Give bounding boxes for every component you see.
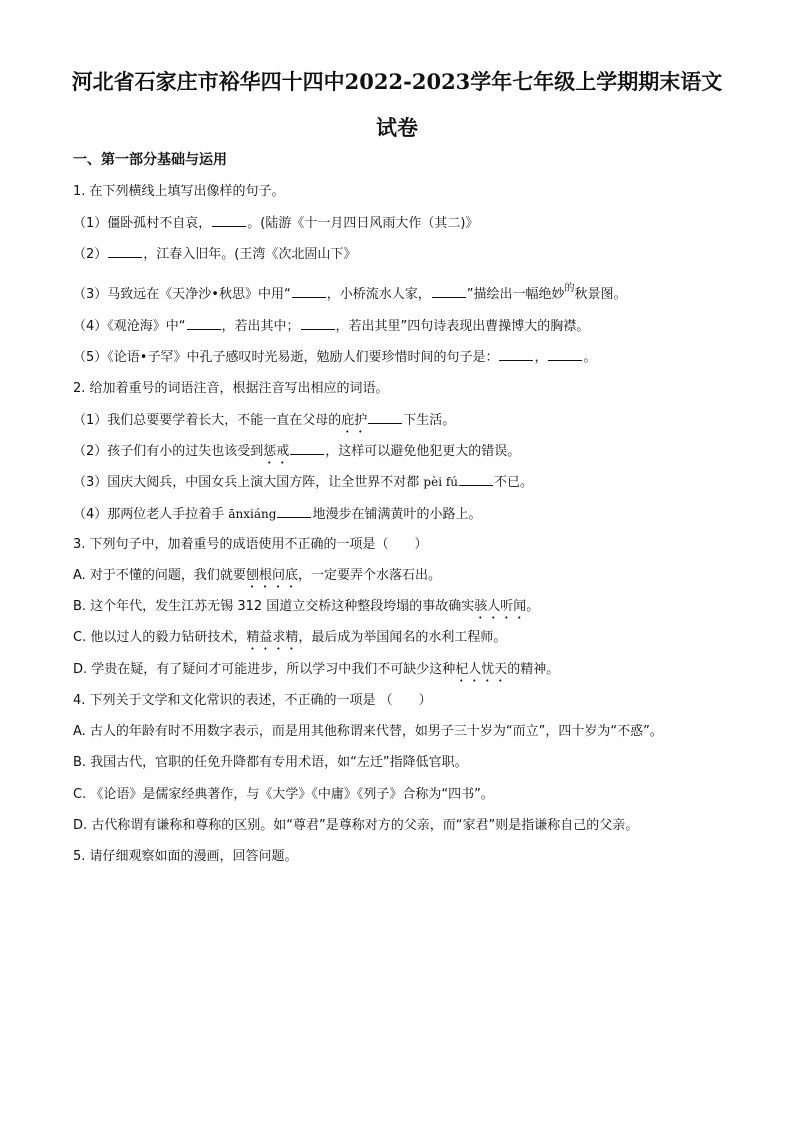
q3-option-a-post: ，一定要弄个水落石出。 <box>297 568 441 583</box>
question-1-item-4 <box>73 317 589 336</box>
q1-item5-text-c: 。 <box>583 350 597 365</box>
question-4-option-a[interactable]: A. 古人的年龄有时不用数字表示，而是用其他称谓来代替，如男子三十岁为“而立”，四十岁为“不惑”。 <box>73 724 663 739</box>
question-1-stem: 1. 在下列横线上填写出像样的句子。 <box>73 184 285 199</box>
q3-option-c-pre: C. 他以过人的毅力钻研技术， <box>73 630 247 645</box>
emphasized-idiom: 骇人听闻 <box>474 599 527 614</box>
q2-item2-text-a: （2）孩子们有小的过失也该受到 <box>73 444 264 459</box>
question-4-option-b[interactable]: B. 我国古代，官职的任免升降都有专用术语，如“左迁”指降低官职。 <box>73 755 468 770</box>
question-3-stem: 3. 下列句子中，加着重号的成语使用不正确的一项是（ ） <box>73 537 428 552</box>
answer-blank[interactable] <box>108 245 142 258</box>
emphasized-word: 惩戒 <box>263 444 290 459</box>
q3-option-b-pre: B. 这个年代，发生江苏无锡 312 国道立交桥这种整段垮塌的事故确实 <box>73 599 475 614</box>
q1-item1-text-a: （1）僵卧孤村不自哀， <box>73 216 212 231</box>
q1-item2-text-b: ，江春入旧年。(王湾《次北固山下》 <box>143 247 357 262</box>
q1-item4-text-c: ，若出其里”四句诗表现出曹操博大的胸襟。 <box>335 319 590 334</box>
question-4-option-c[interactable]: C. 《论语》是儒家经典著作，与《大学》《中庸》《列子》合称为“四书”。 <box>73 787 494 802</box>
q1-item3-text-d: 秋景图。 <box>574 287 627 302</box>
q1-item2-text-a: （2） <box>73 247 108 262</box>
question-3-option-a[interactable] <box>73 567 441 591</box>
q1-item5-text-b: ， <box>534 350 548 365</box>
emphasized-idiom: 杞人忧天 <box>455 662 508 677</box>
question-1-item-5 <box>73 348 596 367</box>
answer-blank[interactable] <box>277 505 311 518</box>
question-5-stem: 5. 请仔细观察如面的漫画，回答问题。 <box>73 849 298 864</box>
pinyin-text: pèi fú <box>423 475 459 489</box>
q1-item4-text-b: ，若出其中； <box>221 319 300 334</box>
question-2-item-4 <box>73 505 481 524</box>
q1-item3-text-b: ，小桥流水人家， <box>326 287 431 302</box>
q2-item1-text-a: （1）我们总要要学着长大，不能一直在父母的 <box>73 413 342 428</box>
q3-option-c-post: ，最后成为举国闻名的水利工程师。 <box>298 630 507 645</box>
q1-item3-text-c: ”描绘出一幅绝妙 <box>466 287 565 302</box>
answer-blank[interactable] <box>368 411 402 424</box>
question-1-item-1 <box>73 214 478 233</box>
question-1-item-3 <box>73 285 626 305</box>
q2-item3-text-a: （3）国庆大阅兵，中国女兵上演大国方阵，让全世界不对都 <box>73 475 424 490</box>
q1-item4-text-a: （4）《观沧海》中“ <box>73 319 186 334</box>
question-1-item-2 <box>73 245 356 264</box>
answer-blank[interactable] <box>432 285 466 298</box>
question-3-option-c[interactable] <box>73 629 506 653</box>
exam-title-line-1: 河北省石家庄市裕华四十四中2022-2023学年七年级上学期期末语文 <box>71 69 723 94</box>
question-2-item-3 <box>73 473 533 492</box>
q1-item3-superscript: 的 <box>564 283 575 294</box>
q2-item1-text-b: 下生活。 <box>403 413 456 428</box>
answer-blank[interactable] <box>292 285 326 298</box>
emphasized-idiom: 刨根问底 <box>245 568 298 583</box>
question-2-item-2 <box>73 442 520 467</box>
q2-item4-text-a: （4）那两位老人手拉着手 <box>73 507 229 522</box>
q1-item3-text-a: （3）马致远在《天净沙•秋思》中用“ <box>73 287 291 302</box>
pinyin-text: ānxiáng <box>228 507 277 521</box>
question-4-option-d[interactable]: D. 古代称谓有谦称和尊称的区别。如“尊君”是尊称对方的父亲，而“家君”则是指谦称自己的父亲。 <box>73 818 639 833</box>
question-2-stem: 2. 给加着重号的词语注音，根据注音写出相应的词语。 <box>73 381 389 396</box>
q2-item4-text-b: 地漫步在铺满黄叶的小路上。 <box>312 507 482 522</box>
q2-item3-text-b: 不已。 <box>494 475 534 490</box>
answer-blank[interactable] <box>290 442 324 455</box>
answer-blank[interactable] <box>212 214 246 227</box>
answer-blank[interactable] <box>499 348 533 361</box>
q1-item1-text-b: 。(陆游《十一月四日风雨大作（其二)》 <box>247 216 479 231</box>
question-4-stem: 4. 下列关于文学和文化常识的表述，不正确的一项是 （ ） <box>73 693 432 708</box>
question-3-option-b[interactable] <box>73 598 539 622</box>
answer-blank[interactable] <box>301 317 335 330</box>
answer-blank[interactable] <box>187 317 221 330</box>
emphasized-idiom: 精益求精 <box>246 630 299 645</box>
question-3-option-d[interactable] <box>73 661 559 685</box>
q3-option-d-post: 的精神。 <box>507 662 560 677</box>
q3-option-a-pre: A. 对于不懂的问题，我们就要 <box>73 568 246 583</box>
exam-title-line-2: 试卷 <box>376 115 418 140</box>
section-heading: 一、第一部分基础与运用 <box>73 152 227 168</box>
answer-blank[interactable] <box>548 348 582 361</box>
q2-item2-text-b: ，这样可以避免他犯更大的错误。 <box>325 444 521 459</box>
emphasized-word: 庇护 <box>341 413 368 428</box>
question-2-item-1 <box>73 411 455 436</box>
q3-option-b-post: 。 <box>526 599 540 614</box>
answer-blank[interactable] <box>459 473 493 486</box>
q3-option-d-pre: D. 学贵在疑，有了疑问才可能进步，所以学习中我们不可缺少这种 <box>73 662 456 677</box>
q1-item5-text-a: （5）《论语•子罕》中孔子感叹时光易逝，勉励人们要珍惜时间的句子是： <box>73 350 499 365</box>
